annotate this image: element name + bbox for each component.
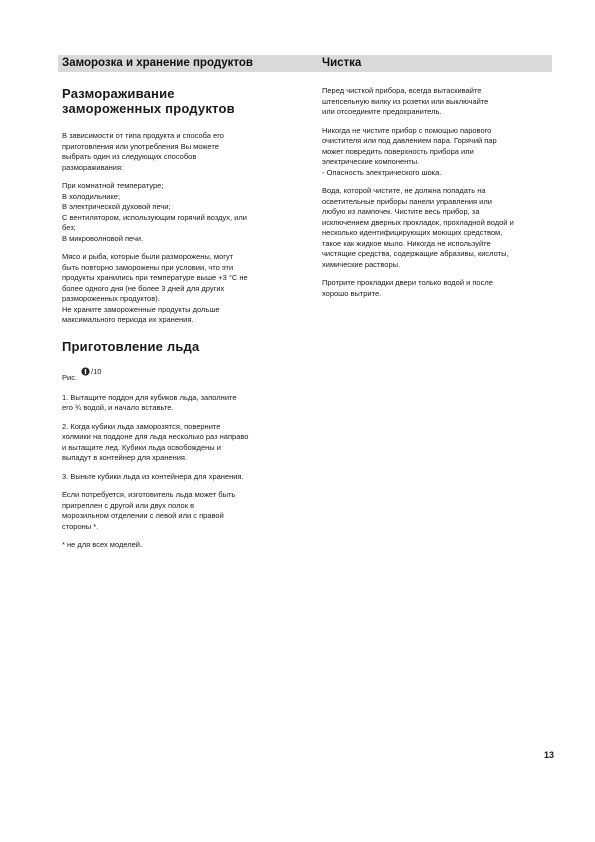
right-column bbox=[322, 86, 550, 299]
paragraph-step-2: 2. Когда кубики льда заморозятся, поверните холмики на поддоне для льда несколько раз направо и вытащите лед. Кубики льда освобождены и выпадут в контейнер для хранения. bbox=[62, 421, 249, 462]
figure-reference bbox=[62, 367, 294, 383]
paragraph: Протрите прокладки двери только водой и после хорошо вытрите. bbox=[322, 278, 493, 298]
paragraph: Никогда не чистите прибор с помощью парового очистителя или под давлением пара. Горячий пар может повредить поверхность прибора или электрические компоненты. - Опасность электрического шока. bbox=[322, 125, 497, 177]
paragraph-defrost-methods: При комнатной температуре; В холодильнике; В электрической духовой печи; С вентилятором, использующим горячий воздух, или без; В микроволновой печи. bbox=[62, 181, 247, 243]
page-number: 13 bbox=[544, 750, 555, 760]
header-title-right: Чистка bbox=[322, 57, 362, 69]
section-title-ice-making: Приготовление льда bbox=[62, 338, 200, 354]
figure-label: Рис. bbox=[62, 372, 78, 382]
left-column bbox=[62, 86, 294, 551]
paragraph-step-1: 1. Вытащите поддон для кубиков льда, заполните его ¾ водой, и начало вставьте. bbox=[62, 392, 237, 412]
paragraph: Если потребуется, изготовитель льда может быть пригреплен с другой или двух полок в морозильном отделении с левой или с правой стороны *. bbox=[62, 490, 236, 531]
footnote: * не для всех моделей. bbox=[62, 540, 143, 549]
paragraph: В зависимости от типа продукта и способа его приготовления или употребления Вы можете выбрать один из следующих способов размораживания: bbox=[62, 131, 224, 172]
paragraph: Мясо и рыба, которые были разморожены, могут быть повторно заморожены при условии, что эти продукты хранились при температуре выше +3 °С не более одного дня (не более 3 дней для других размороженных продуктов). Не храните замороженные продукты дольше максимального периода их хранения. bbox=[62, 252, 248, 324]
paragraph: Перед чисткой прибора, всегда вытаскивайте штепсельную вилку из розетки или выключайте или отсоедините предохранитель. bbox=[322, 86, 489, 116]
paragraph: Вода, которой чистите, не должна попадать на осветительные приборы панели управления или любую из лампочек. Чистите весь прибор, за исключением дверных прокладок, прохладной водой и несколько идентифицирующих моющих средством, такое как жидкое мыло. Никогда не используйте чистящие средства, содержащие абразивы, кислоты, химические растворы. bbox=[322, 186, 514, 269]
paragraph-step-3: 3. Выньте кубики льда из контейнера для хранения. bbox=[62, 471, 244, 481]
figure-number: /10 bbox=[91, 366, 102, 376]
header-title-left: Заморозка и хранение продуктов bbox=[62, 57, 253, 69]
section-title-defrosting: Размораживание замороженных продуктов bbox=[62, 86, 235, 116]
figure-number-icon bbox=[81, 367, 90, 376]
